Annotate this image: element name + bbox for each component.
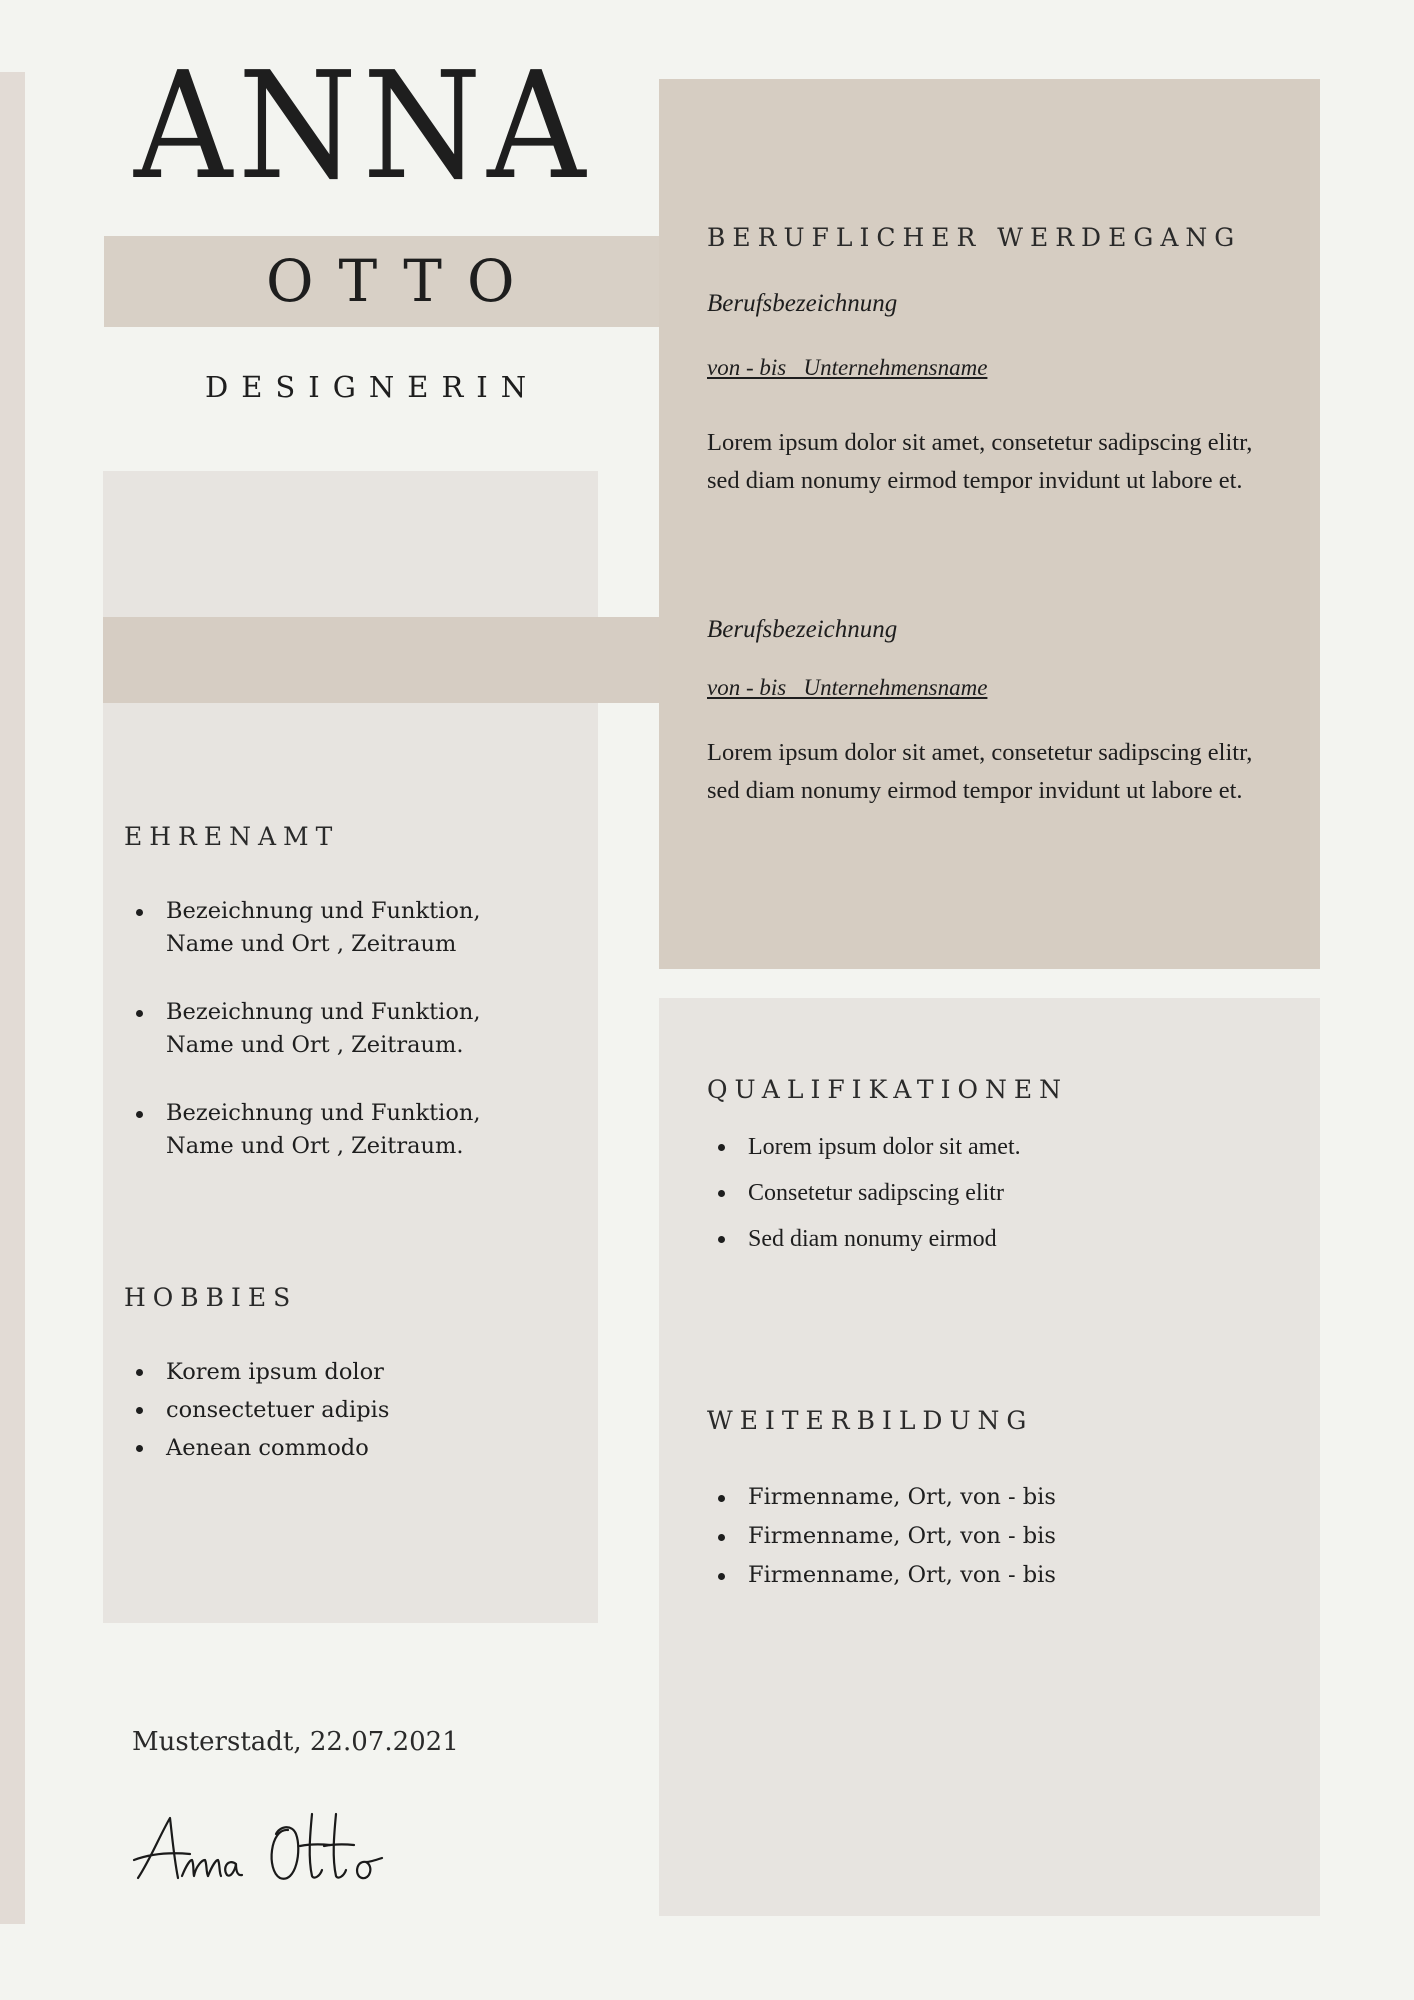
list-item: Firmenname, Ort, von - bis — [708, 1556, 1298, 1595]
list-item-line: Bezeichnung und Funktion, — [166, 1100, 481, 1126]
list-item: Aenean commodo — [126, 1429, 586, 1467]
list-item: Lorem ipsum dolor sit amet. — [708, 1124, 1298, 1170]
left-decorative-strip — [0, 72, 25, 1924]
qualifications-heading: QUALIFIKATIONEN — [707, 1075, 1068, 1104]
job-description — [707, 734, 1307, 810]
job-description — [707, 424, 1307, 500]
list-item: Firmenname, Ort, von - bis — [708, 1478, 1298, 1517]
list-item-line: Name und Ort , Zeitraum. — [166, 1032, 464, 1058]
list-item — [126, 895, 586, 961]
list-item-line: Name und Ort , Zeitraum. — [166, 1133, 464, 1159]
job-role: Berufsbezeichnung — [707, 290, 898, 317]
experience-panel — [659, 79, 1320, 969]
hobbies-list — [126, 1353, 586, 1467]
list-item: consectetuer adipis — [126, 1391, 586, 1429]
job-description-line: sed diam nonumy eirmod tempor invidunt ut labore et. — [707, 777, 1243, 804]
list-item: Korem ipsum dolor — [126, 1353, 586, 1391]
job-description-line: Lorem ipsum dolor sit amet, consetetur sadipscing elitr, — [707, 739, 1253, 766]
volunteer-list — [126, 895, 586, 1198]
list-item — [126, 1097, 586, 1163]
job-description-line: Lorem ipsum dolor sit amet, consetetur sadipscing elitr, — [707, 429, 1253, 456]
qualifications-list — [708, 1124, 1298, 1262]
list-item: Consetetur sadipscing elitr — [708, 1170, 1298, 1216]
first-name: ANNA — [134, 40, 592, 212]
list-item — [126, 996, 586, 1062]
list-item: Sed diam nonumy eirmod — [708, 1216, 1298, 1262]
job-description-line: sed diam nonumy eirmod tempor invidunt ut labore et. — [707, 467, 1243, 494]
list-item-line: Bezeichnung und Funktion, — [166, 999, 481, 1025]
experience-heading: BERUFLICHER WERDEGANG — [707, 223, 1242, 252]
signature — [130, 1800, 420, 1900]
list-item-line: Name und Ort , Zeitraum — [166, 931, 457, 957]
place-date: Musterstadt, 22.07.2021 — [132, 1727, 459, 1757]
hobbies-heading: HOBBIES — [124, 1283, 298, 1312]
job-title: DESIGNERIN — [205, 370, 540, 404]
training-list — [708, 1478, 1298, 1595]
training-heading: WEITERBILDUNG — [707, 1406, 1034, 1435]
volunteer-heading: EHRENAMT — [124, 822, 340, 851]
job-dates: von - bis Unternehmensname — [707, 355, 988, 380]
list-item-line: Bezeichnung und Funktion, — [166, 898, 481, 924]
job-dates: von - bis Unternehmensname — [707, 675, 988, 700]
list-item: Firmenname, Ort, von - bis — [708, 1517, 1298, 1556]
decorative-band — [103, 617, 659, 703]
last-name: OTTO — [266, 247, 540, 315]
job-role: Berufsbezeichnung — [707, 616, 898, 643]
